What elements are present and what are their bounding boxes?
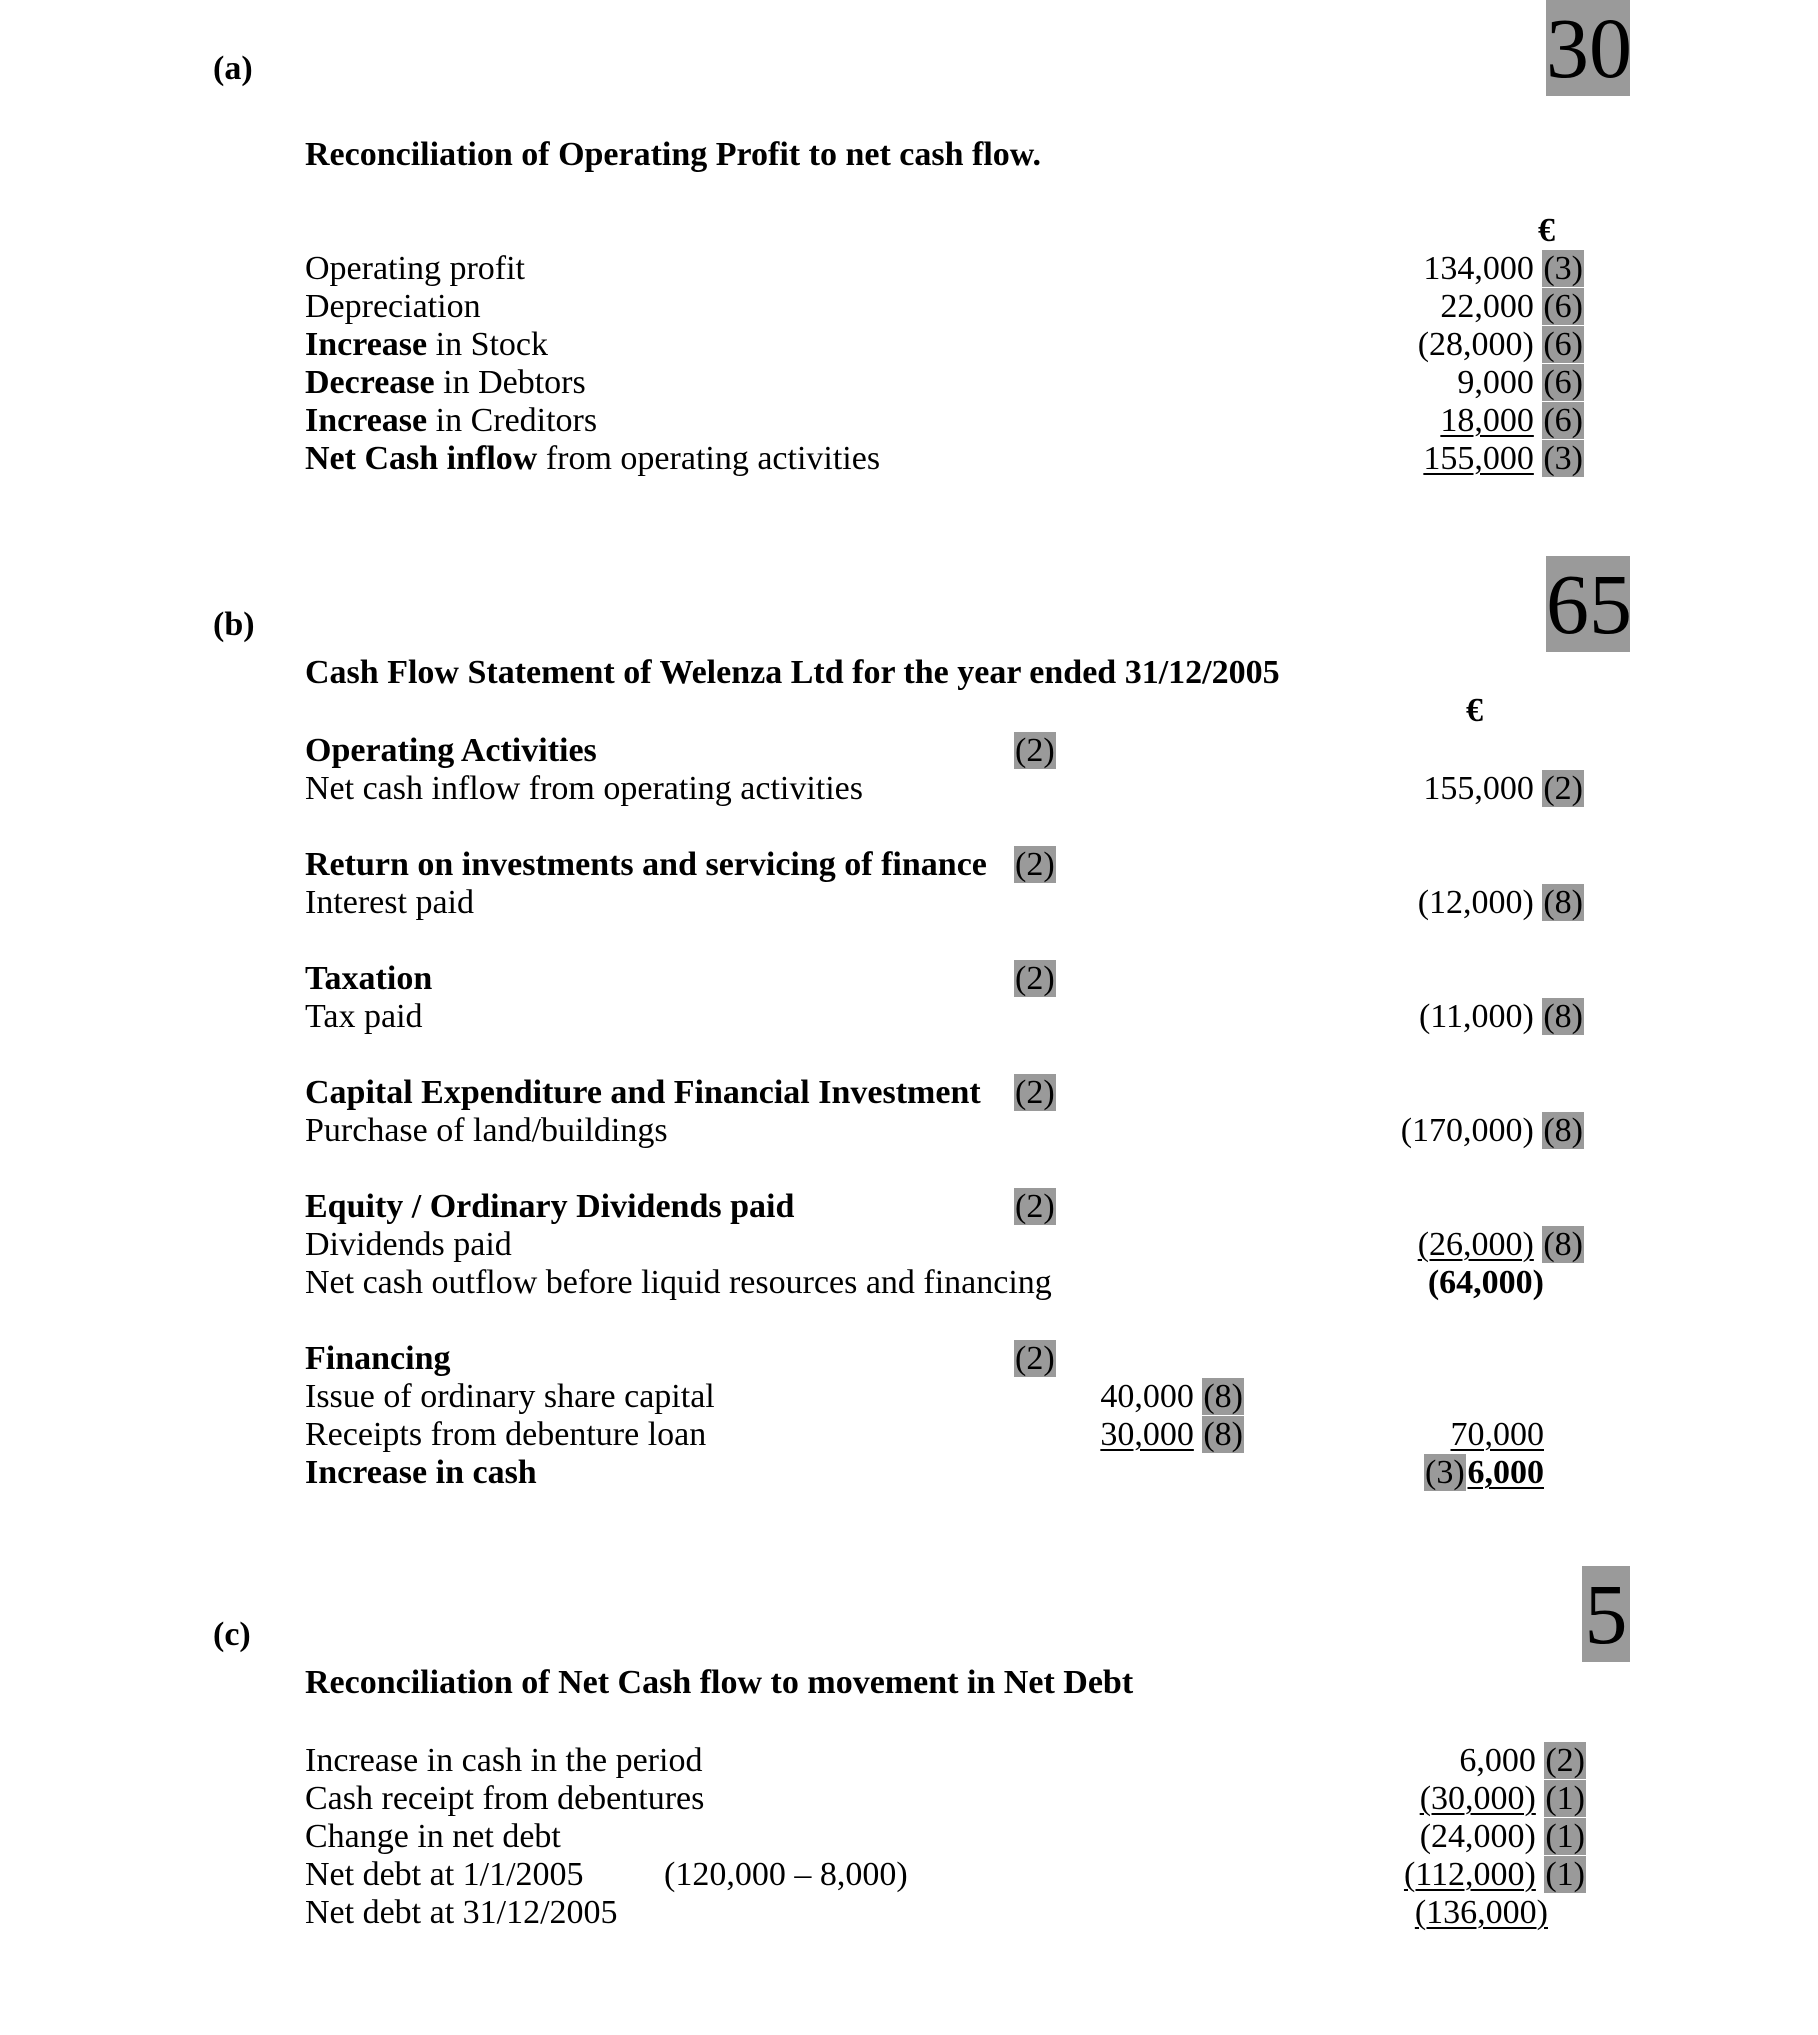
section-heading: Taxation — [305, 960, 433, 997]
mark-badge: (1) — [1545, 1818, 1585, 1855]
section-heading: Capital Expenditure and Financial Investment — [305, 1074, 981, 1111]
table-row-value: (24,000) (1) — [1419, 1818, 1585, 1855]
mark-badge: (2) — [1015, 1340, 1055, 1377]
line-label: Net cash inflow from operating activities — [305, 770, 863, 807]
net-outflow-label: Net cash outflow before liquid resources and financing — [305, 1264, 1052, 1301]
table-row-label: Net debt at 31/12/2005 — [305, 1894, 618, 1931]
line-value: (12,000) (8) — [1417, 884, 1583, 921]
table-row-value: 22,000 (6) — [1440, 288, 1583, 325]
table-row-note: (120,000 – 8,000) — [664, 1856, 908, 1893]
table-row-label: Cash receipt from debentures — [305, 1780, 705, 1817]
table-row-value: (136,000) — [1414, 1894, 1548, 1931]
section-heading: Return on investments and servicing of finance — [305, 846, 987, 883]
table-row-value: (28,000) (6) — [1417, 326, 1583, 363]
mark-badge: (1) — [1545, 1856, 1585, 1893]
mark-badge: (2) — [1015, 1074, 1055, 1111]
section-a-title: Reconciliation of Operating Profit to net cash flow. — [305, 136, 1041, 173]
mark-badge: (6) — [1543, 402, 1583, 439]
table-row-label: Change in net debt — [305, 1818, 561, 1855]
mark-badge: (3) — [1425, 1454, 1465, 1491]
mark-badge: (3) — [1543, 440, 1583, 477]
mark-badge: (8) — [1543, 998, 1583, 1035]
section-b-currency: € — [1466, 692, 1483, 729]
increase-in-cash-value: 6,000 — [1467, 1454, 1544, 1491]
mark-badge: (6) — [1543, 326, 1583, 363]
line-value: 155,000 (2) — [1423, 770, 1583, 807]
mark-badge: (2) — [1015, 1188, 1055, 1225]
table-row-value: 9,000 (6) — [1457, 364, 1583, 401]
table-row-label: Increase in cash in the period — [305, 1742, 703, 1779]
line-label: Tax paid — [305, 998, 423, 1035]
section-a-score-badge: 30 — [1546, 0, 1632, 96]
net-outflow-value: (64,000) — [1427, 1264, 1544, 1301]
mark-badge: (2) — [1543, 770, 1583, 807]
financing-item-value: 40,000 (8) — [1100, 1378, 1243, 1415]
financing-item-value: 30,000 (8) — [1100, 1416, 1243, 1453]
mark-badge: (2) — [1015, 732, 1055, 769]
table-row-label: Net Cash inflow from operating activities — [305, 440, 881, 477]
line-label: Purchase of land/buildings — [305, 1112, 668, 1149]
section-a-label: (a) — [213, 50, 253, 87]
section-b-title: Cash Flow Statement of Welenza Ltd for the year ended 31/12/2005 — [305, 654, 1280, 691]
section-b-label: (b) — [213, 606, 255, 643]
mark-badge: (2) — [1545, 1742, 1585, 1779]
line-value: (170,000) (8) — [1400, 1112, 1583, 1149]
financing-item-label: Receipts from debenture loan — [305, 1416, 707, 1453]
table-row-value: 18,000 (6) — [1440, 402, 1583, 439]
table-row-label: Depreciation — [305, 288, 481, 325]
section-b-score-badge: 65 — [1546, 556, 1632, 652]
section-heading: Financing — [305, 1340, 451, 1377]
mark-badge: (8) — [1543, 1226, 1583, 1263]
table-row-value: 134,000 (3) — [1423, 250, 1583, 287]
table-row-label: Decrease in Debtors — [305, 364, 586, 401]
line-label: Interest paid — [305, 884, 474, 921]
mark-badge: (8) — [1203, 1378, 1243, 1415]
table-row-value: (112,000) (1) — [1403, 1856, 1585, 1893]
mark-badge: (3) — [1543, 250, 1583, 287]
mark-badge: (1) — [1545, 1780, 1585, 1817]
mark-badge: (2) — [1015, 960, 1055, 997]
mark-badge: (6) — [1543, 288, 1583, 325]
table-row-label: Net debt at 1/1/2005 — [305, 1856, 584, 1893]
mark-badge: (8) — [1203, 1416, 1243, 1453]
mark-badge: (2) — [1015, 846, 1055, 883]
table-row-label: Increase in Creditors — [305, 402, 598, 439]
table-row-label: Increase in Stock — [305, 326, 549, 363]
line-value: (26,000) (8) — [1417, 1226, 1583, 1263]
section-c-score-badge: 5 — [1582, 1566, 1630, 1662]
table-row-value: (30,000) (1) — [1419, 1780, 1585, 1817]
table-row-value: 6,000 (2) — [1459, 1742, 1585, 1779]
table-row-label: Operating profit — [305, 250, 525, 287]
line-value: (11,000) (8) — [1418, 998, 1583, 1035]
mark-badge: (8) — [1543, 884, 1583, 921]
section-heading: Operating Activities — [305, 732, 597, 769]
section-heading: Equity / Ordinary Dividends paid — [305, 1188, 795, 1225]
section-c-label: (c) — [213, 1616, 251, 1653]
financing-item-label: Issue of ordinary share capital — [305, 1378, 715, 1415]
section-a-currency: € — [1538, 212, 1555, 249]
mark-badge: (6) — [1543, 364, 1583, 401]
table-row-value: 155,000 (3) — [1423, 440, 1583, 477]
financing-total: 70,000 — [1450, 1416, 1544, 1453]
line-label: Dividends paid — [305, 1226, 512, 1263]
section-c-title: Reconciliation of Net Cash flow to movement in Net Debt — [305, 1664, 1134, 1701]
increase-in-cash-label: Increase in cash — [305, 1454, 537, 1491]
mark-badge: (8) — [1543, 1112, 1583, 1149]
